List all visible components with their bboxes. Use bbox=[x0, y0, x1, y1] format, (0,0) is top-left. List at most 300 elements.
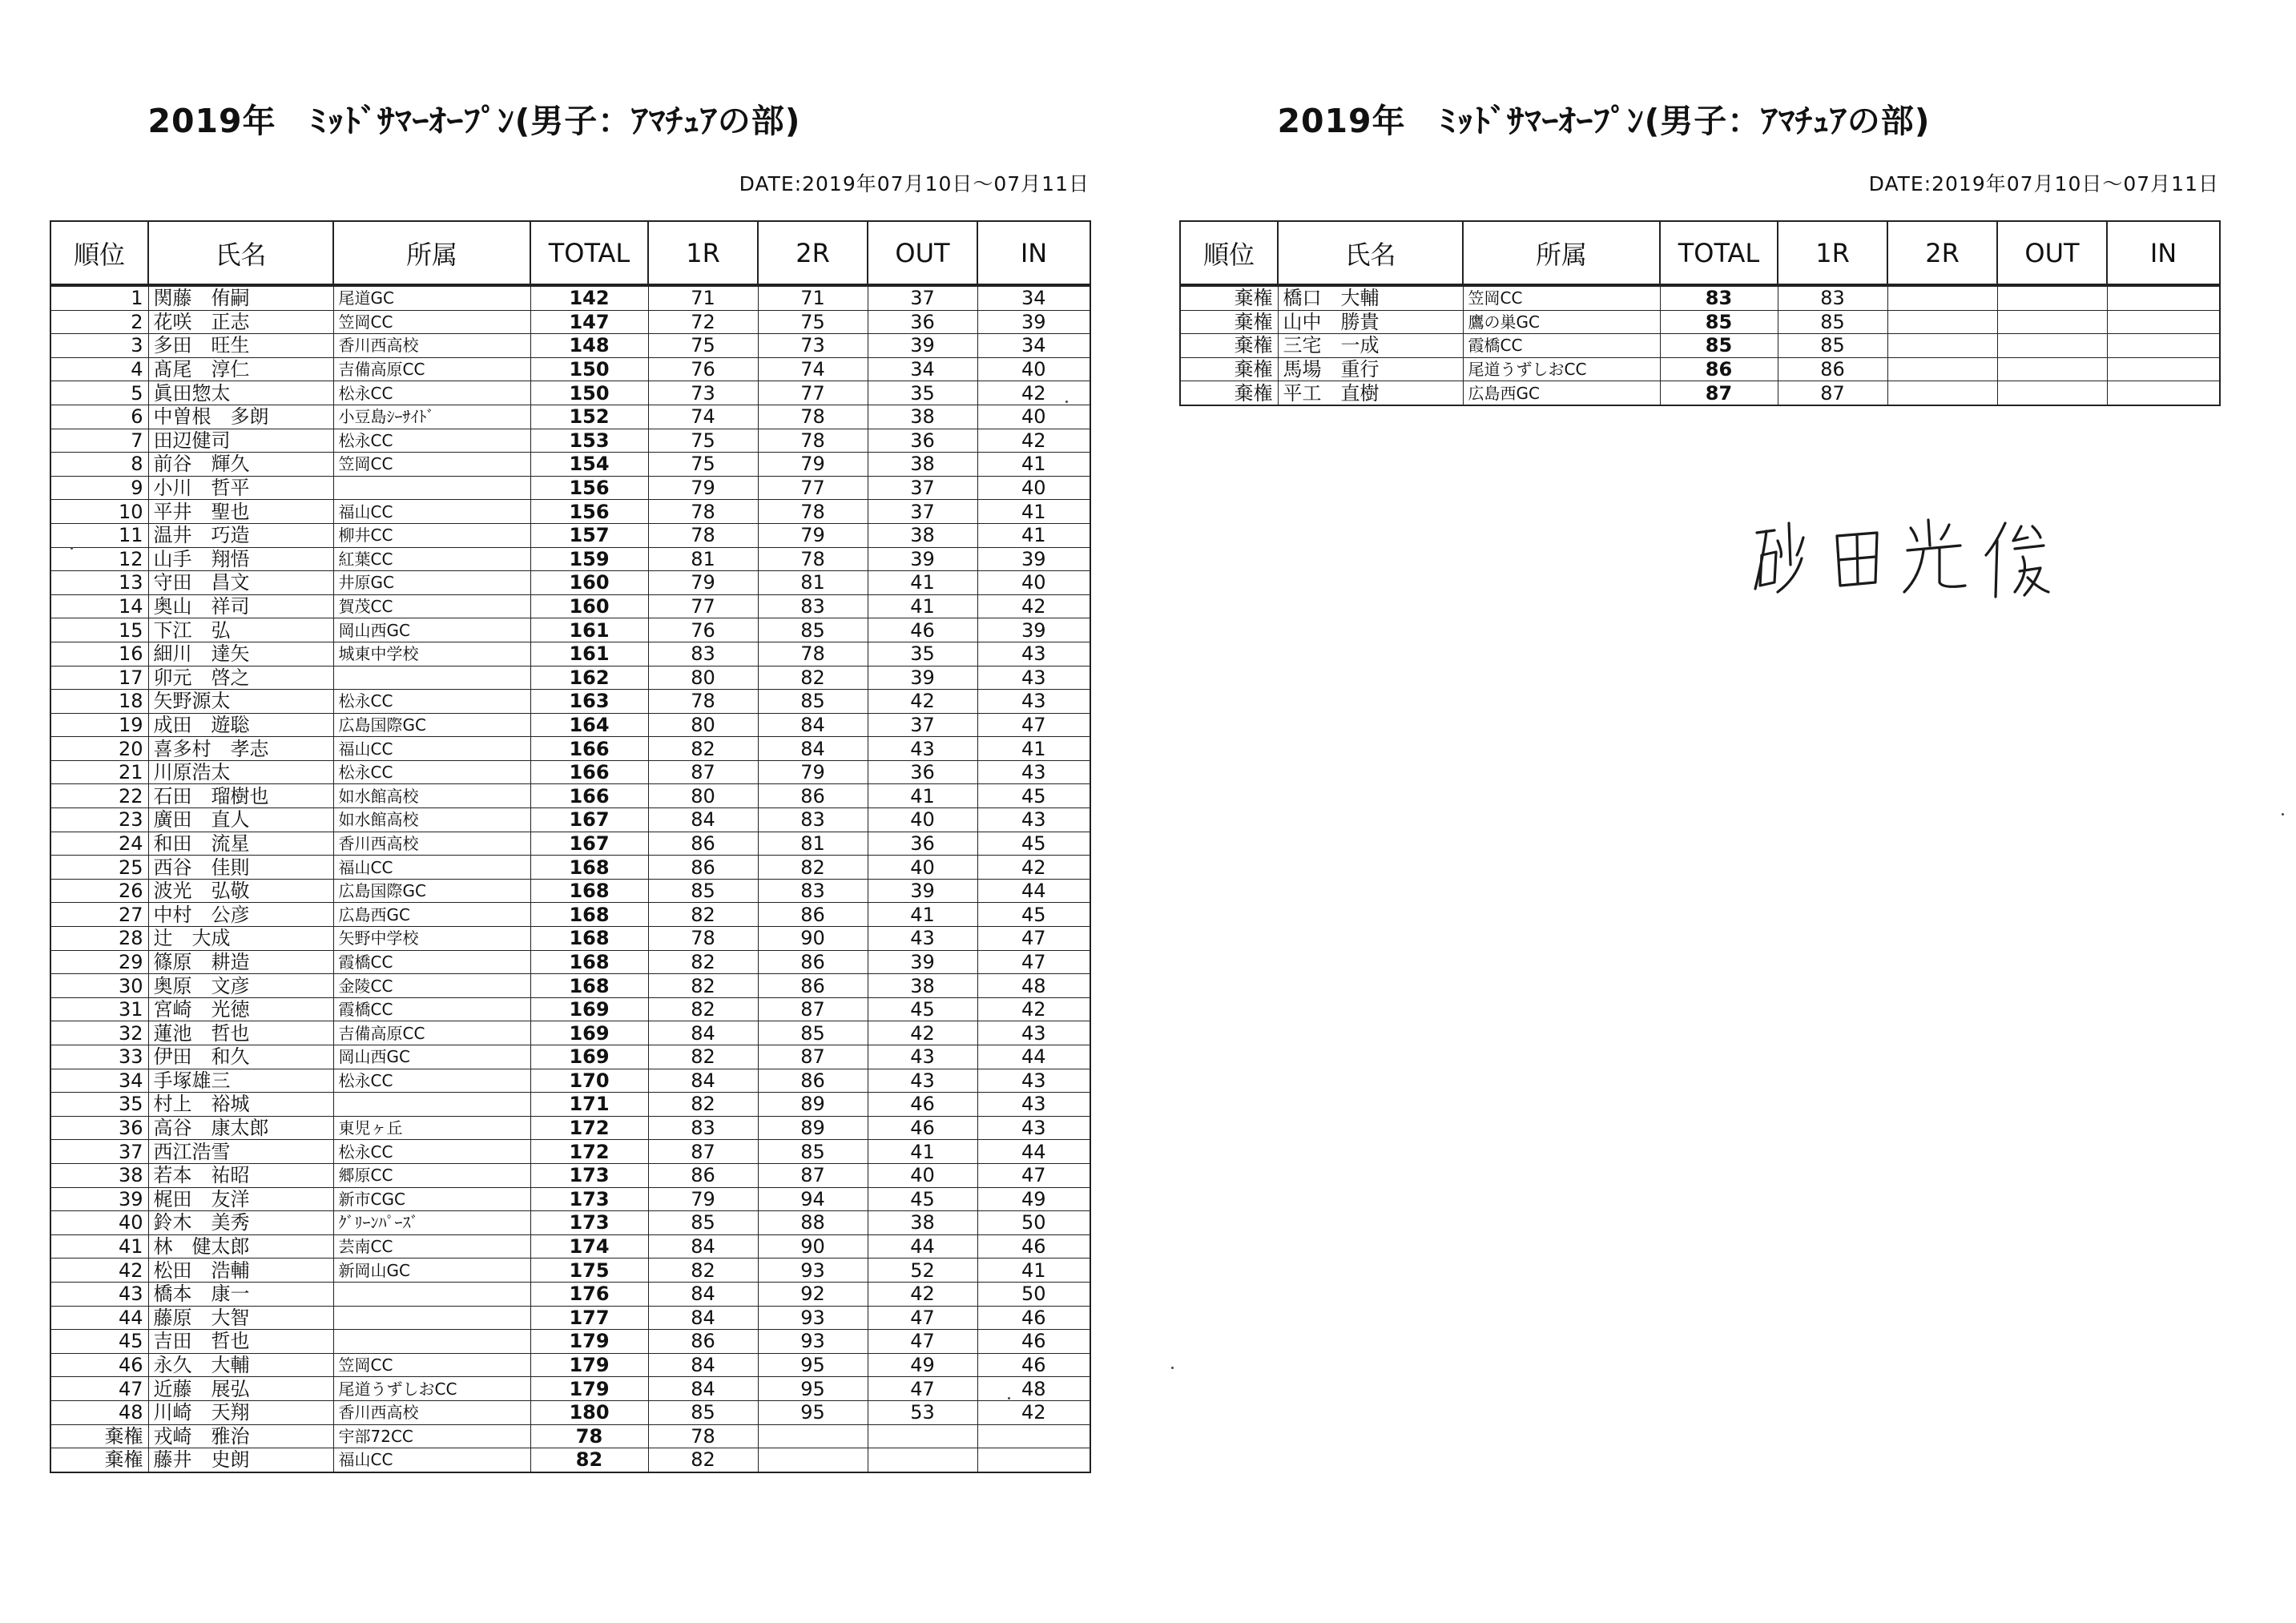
affiliation-cell: 広島西GC bbox=[333, 903, 530, 927]
affiliation-cell: 広島国際GC bbox=[333, 879, 530, 903]
column-header: 所属 bbox=[1463, 221, 1660, 285]
rank-cell: 21 bbox=[50, 760, 148, 784]
round1-cell: 78 bbox=[648, 1424, 758, 1448]
name-cell: 篠原 耕造 bbox=[148, 950, 333, 974]
round2-cell: 77 bbox=[758, 381, 868, 405]
table-row bbox=[50, 500, 1090, 524]
results-body bbox=[1180, 285, 2220, 405]
round1-cell: 87 bbox=[1778, 381, 1887, 405]
in-cell: 42 bbox=[977, 381, 1090, 405]
table-row bbox=[50, 808, 1090, 832]
out-cell: 47 bbox=[868, 1377, 977, 1401]
name-cell: 守田 昌文 bbox=[148, 571, 333, 595]
round2-cell bbox=[1887, 285, 1997, 310]
rank-cell: 26 bbox=[50, 879, 148, 903]
name-cell: 近藤 展弘 bbox=[148, 1377, 333, 1401]
name-cell: 松田 浩輔 bbox=[148, 1259, 333, 1283]
in-cell: 43 bbox=[977, 1021, 1090, 1045]
table-row bbox=[50, 1377, 1090, 1401]
in-cell: 47 bbox=[977, 713, 1090, 737]
round2-cell: 86 bbox=[758, 784, 868, 808]
round1-cell: 84 bbox=[648, 1377, 758, 1401]
table-row bbox=[50, 1021, 1090, 1045]
affiliation-cell: 東児ヶ丘 bbox=[333, 1116, 530, 1140]
round2-cell: 87 bbox=[758, 1045, 868, 1069]
total-cell: 168 bbox=[530, 974, 648, 998]
round2-cell: 93 bbox=[758, 1330, 868, 1354]
table-row bbox=[50, 1306, 1090, 1330]
table-row bbox=[50, 523, 1090, 547]
total-cell: 166 bbox=[530, 784, 648, 808]
rank-cell: 42 bbox=[50, 1259, 148, 1283]
name-cell: 波光 弘敬 bbox=[148, 879, 333, 903]
round2-cell: 93 bbox=[758, 1306, 868, 1330]
affiliation-cell: 福山CC bbox=[333, 500, 530, 524]
affiliation-cell: 松永CC bbox=[333, 1140, 530, 1164]
name-cell: 中村 公彦 bbox=[148, 903, 333, 927]
round1-cell: 82 bbox=[648, 950, 758, 974]
results-body bbox=[50, 285, 1090, 1472]
in-cell: 45 bbox=[977, 784, 1090, 808]
round1-cell: 75 bbox=[648, 429, 758, 453]
in-cell: 42 bbox=[977, 594, 1090, 618]
total-cell: 78 bbox=[530, 1424, 648, 1448]
total-cell: 160 bbox=[530, 594, 648, 618]
out-cell: 41 bbox=[868, 903, 977, 927]
table-row bbox=[50, 1400, 1090, 1424]
out-cell: 52 bbox=[868, 1259, 977, 1283]
out-cell bbox=[1997, 357, 2107, 381]
in-cell: 48 bbox=[977, 1377, 1090, 1401]
round1-cell: 84 bbox=[648, 1353, 758, 1377]
table-row bbox=[50, 879, 1090, 903]
out-cell: 38 bbox=[868, 405, 977, 429]
total-cell: 169 bbox=[530, 1045, 648, 1069]
total-cell: 166 bbox=[530, 737, 648, 761]
total-cell: 168 bbox=[530, 903, 648, 927]
round1-cell: 85 bbox=[1778, 334, 1887, 358]
table-row bbox=[1180, 334, 2220, 358]
affiliation-cell: 笠岡CC bbox=[333, 453, 530, 477]
round1-cell: 85 bbox=[648, 879, 758, 903]
column-header: 順位 bbox=[1180, 221, 1278, 285]
round2-cell: 87 bbox=[758, 997, 868, 1021]
out-cell: 40 bbox=[868, 856, 977, 880]
sheet-title: 2019年 ﾐｯﾄﾞｻﾏｰｵｰﾌﾟﾝ(男子：ｱﾏﾁｭｱの部) bbox=[1277, 102, 1931, 140]
table-row bbox=[50, 666, 1090, 690]
rank-cell: 35 bbox=[50, 1093, 148, 1117]
out-cell: 46 bbox=[868, 618, 977, 642]
table-row bbox=[50, 1234, 1090, 1259]
affiliation-cell: 井原GC bbox=[333, 571, 530, 595]
round1-cell: 86 bbox=[648, 856, 758, 880]
in-cell: 40 bbox=[977, 571, 1090, 595]
table-row bbox=[50, 642, 1090, 666]
affiliation-cell: 新市CGC bbox=[333, 1187, 530, 1211]
out-cell bbox=[1997, 381, 2107, 405]
rank-cell: 31 bbox=[50, 997, 148, 1021]
affiliation-cell: 如水館高校 bbox=[333, 784, 530, 808]
affiliation-cell: 小豆島ｼｰｻｲﾄﾞ bbox=[333, 405, 530, 429]
column-header: OUT bbox=[1997, 221, 2107, 285]
column-header: IN bbox=[977, 221, 1090, 285]
name-cell: 眞田惣太 bbox=[148, 381, 333, 405]
rank-cell: 棄権 bbox=[50, 1448, 148, 1472]
affiliation-cell: 福山CC bbox=[333, 737, 530, 761]
total-cell: 163 bbox=[530, 690, 648, 714]
round1-cell: 71 bbox=[648, 285, 758, 310]
in-cell: 41 bbox=[977, 453, 1090, 477]
table-row bbox=[50, 1330, 1090, 1354]
out-cell: 41 bbox=[868, 1140, 977, 1164]
round1-cell: 82 bbox=[648, 1259, 758, 1283]
out-cell: 38 bbox=[868, 1211, 977, 1235]
name-cell: 戎崎 雅治 bbox=[148, 1424, 333, 1448]
affiliation-cell: 広島国際GC bbox=[333, 713, 530, 737]
in-cell: 39 bbox=[977, 310, 1090, 334]
rank-cell: 8 bbox=[50, 453, 148, 477]
round2-cell bbox=[1887, 334, 1997, 358]
round1-cell: 86 bbox=[1778, 357, 1887, 381]
total-cell: 179 bbox=[530, 1330, 648, 1354]
out-cell: 42 bbox=[868, 1021, 977, 1045]
in-cell: 47 bbox=[977, 950, 1090, 974]
rank-cell: 44 bbox=[50, 1306, 148, 1330]
rank-cell: 48 bbox=[50, 1400, 148, 1424]
out-cell bbox=[1997, 285, 2107, 310]
total-cell: 168 bbox=[530, 856, 648, 880]
in-cell bbox=[2107, 285, 2220, 310]
round2-cell: 79 bbox=[758, 760, 868, 784]
table-row bbox=[50, 1259, 1090, 1283]
total-cell: 169 bbox=[530, 997, 648, 1021]
affiliation-cell: 吉備高原CC bbox=[333, 357, 530, 381]
table-row bbox=[50, 476, 1090, 500]
scan-speck bbox=[1065, 401, 1068, 403]
total-cell: 83 bbox=[1660, 285, 1778, 310]
affiliation-cell: 宇部72CC bbox=[333, 1424, 530, 1448]
rank-cell: 棄権 bbox=[50, 1424, 148, 1448]
round2-cell: 94 bbox=[758, 1187, 868, 1211]
out-cell: 47 bbox=[868, 1306, 977, 1330]
scan-speck bbox=[2282, 813, 2284, 816]
in-cell: 40 bbox=[977, 405, 1090, 429]
results-table bbox=[1179, 220, 2221, 406]
in-cell: 45 bbox=[977, 832, 1090, 856]
round1-cell: 86 bbox=[648, 1163, 758, 1187]
table-row bbox=[50, 453, 1090, 477]
in-cell: 46 bbox=[977, 1330, 1090, 1354]
total-cell: 161 bbox=[530, 642, 648, 666]
total-cell: 147 bbox=[530, 310, 648, 334]
rank-cell: 11 bbox=[50, 523, 148, 547]
round1-cell: 82 bbox=[648, 1093, 758, 1117]
total-cell: 157 bbox=[530, 523, 648, 547]
total-cell: 156 bbox=[530, 500, 648, 524]
total-cell: 154 bbox=[530, 453, 648, 477]
in-cell: 43 bbox=[977, 760, 1090, 784]
in-cell: 41 bbox=[977, 737, 1090, 761]
round1-cell: 85 bbox=[648, 1400, 758, 1424]
affiliation-cell: 吉備高原CC bbox=[333, 1021, 530, 1045]
header-row bbox=[1180, 221, 2220, 285]
round1-cell: 82 bbox=[648, 1448, 758, 1472]
name-cell: 矢野源太 bbox=[148, 690, 333, 714]
out-cell: 37 bbox=[868, 285, 977, 310]
table-row bbox=[50, 429, 1090, 453]
rank-cell: 9 bbox=[50, 476, 148, 500]
in-cell: 42 bbox=[977, 1400, 1090, 1424]
rank-cell: 23 bbox=[50, 808, 148, 832]
out-cell: 44 bbox=[868, 1234, 977, 1259]
round1-cell: 82 bbox=[648, 974, 758, 998]
round2-cell bbox=[758, 1448, 868, 1472]
round2-cell: 85 bbox=[758, 1021, 868, 1045]
affiliation-cell: 松永CC bbox=[333, 381, 530, 405]
round1-cell: 78 bbox=[648, 500, 758, 524]
name-cell: 西谷 佳則 bbox=[148, 856, 333, 880]
table-row bbox=[50, 927, 1090, 951]
total-cell: 173 bbox=[530, 1187, 648, 1211]
name-cell: 花咲 正志 bbox=[148, 310, 333, 334]
total-cell: 82 bbox=[530, 1448, 648, 1472]
in-cell: 40 bbox=[977, 476, 1090, 500]
out-cell: 37 bbox=[868, 713, 977, 737]
tournament-date: DATE:2019年07月10日～07月11日 bbox=[1868, 172, 2219, 195]
column-header: 氏名 bbox=[148, 221, 333, 285]
total-cell: 176 bbox=[530, 1282, 648, 1306]
total-cell: 172 bbox=[530, 1140, 648, 1164]
round2-cell: 78 bbox=[758, 429, 868, 453]
affiliation-cell: 岡山西GC bbox=[333, 618, 530, 642]
round2-cell: 90 bbox=[758, 927, 868, 951]
rank-cell: 47 bbox=[50, 1377, 148, 1401]
round1-cell: 82 bbox=[648, 997, 758, 1021]
table-row bbox=[50, 571, 1090, 595]
total-cell: 175 bbox=[530, 1259, 648, 1283]
out-cell: 49 bbox=[868, 1353, 977, 1377]
affiliation-cell: 香川西高校 bbox=[333, 334, 530, 358]
round2-cell: 77 bbox=[758, 476, 868, 500]
round1-cell: 75 bbox=[648, 334, 758, 358]
table-row bbox=[50, 357, 1090, 381]
round1-cell: 82 bbox=[648, 903, 758, 927]
in-cell bbox=[977, 1448, 1090, 1472]
name-cell: 卯元 啓之 bbox=[148, 666, 333, 690]
total-cell: 161 bbox=[530, 618, 648, 642]
total-cell: 179 bbox=[530, 1353, 648, 1377]
table-row bbox=[50, 1353, 1090, 1377]
round1-cell: 75 bbox=[648, 453, 758, 477]
in-cell: 47 bbox=[977, 1163, 1090, 1187]
affiliation-cell bbox=[333, 666, 530, 690]
rank-cell: 19 bbox=[50, 713, 148, 737]
affiliation-cell: 尾道うずしおCC bbox=[1463, 357, 1660, 381]
affiliation-cell: 霞橋CC bbox=[333, 950, 530, 974]
in-cell: 46 bbox=[977, 1353, 1090, 1377]
total-cell: 150 bbox=[530, 381, 648, 405]
affiliation-cell: 香川西高校 bbox=[333, 832, 530, 856]
table-row bbox=[50, 1045, 1090, 1069]
out-cell: 40 bbox=[868, 1163, 977, 1187]
table-row bbox=[50, 334, 1090, 358]
table-row bbox=[50, 784, 1090, 808]
rank-cell: 20 bbox=[50, 737, 148, 761]
in-cell: 43 bbox=[977, 1116, 1090, 1140]
total-cell: 85 bbox=[1660, 310, 1778, 334]
out-cell: 43 bbox=[868, 1069, 977, 1093]
round2-cell: 79 bbox=[758, 453, 868, 477]
affiliation-cell: 鷹の巣GC bbox=[1463, 310, 1660, 334]
table-row bbox=[50, 832, 1090, 856]
name-cell: 髙尾 淳仁 bbox=[148, 357, 333, 381]
table-row bbox=[50, 1187, 1090, 1211]
rank-cell: 39 bbox=[50, 1187, 148, 1211]
table-row bbox=[50, 1163, 1090, 1187]
total-cell: 174 bbox=[530, 1234, 648, 1259]
affiliation-cell: ｸﾞﾘｰﾝﾊﾟｰｽﾞ bbox=[333, 1211, 530, 1235]
in-cell: 41 bbox=[977, 500, 1090, 524]
in-cell: 44 bbox=[977, 1140, 1090, 1164]
round1-cell: 80 bbox=[648, 666, 758, 690]
total-cell: 168 bbox=[530, 950, 648, 974]
table-row bbox=[50, 1448, 1090, 1472]
name-cell: 平工 直樹 bbox=[1278, 381, 1463, 405]
total-cell: 169 bbox=[530, 1021, 648, 1045]
in-cell: 44 bbox=[977, 1045, 1090, 1069]
total-cell: 173 bbox=[530, 1211, 648, 1235]
affiliation-cell bbox=[333, 1093, 530, 1117]
table-row bbox=[50, 547, 1090, 571]
round1-cell: 77 bbox=[648, 594, 758, 618]
total-cell: 152 bbox=[530, 405, 648, 429]
rank-cell: 棄権 bbox=[1180, 334, 1278, 358]
name-cell: 高谷 康太郎 bbox=[148, 1116, 333, 1140]
name-cell: 藤井 史朗 bbox=[148, 1448, 333, 1472]
total-cell: 166 bbox=[530, 760, 648, 784]
tournament-date: DATE:2019年07月10日～07月11日 bbox=[739, 172, 1090, 195]
total-cell: 148 bbox=[530, 334, 648, 358]
rank-cell: 12 bbox=[50, 547, 148, 571]
rank-cell: 41 bbox=[50, 1234, 148, 1259]
affiliation-cell bbox=[333, 1306, 530, 1330]
out-cell bbox=[1997, 310, 2107, 334]
handwritten-signature bbox=[1750, 509, 2103, 605]
out-cell: 40 bbox=[868, 808, 977, 832]
affiliation-cell: 松永CC bbox=[333, 429, 530, 453]
name-cell: 関藤 侑嗣 bbox=[148, 285, 333, 310]
round2-cell: 74 bbox=[758, 357, 868, 381]
table-row bbox=[1180, 285, 2220, 310]
total-cell: 164 bbox=[530, 713, 648, 737]
affiliation-cell: 芸南CC bbox=[333, 1234, 530, 1259]
out-cell: 36 bbox=[868, 429, 977, 453]
in-cell: 45 bbox=[977, 903, 1090, 927]
out-cell: 46 bbox=[868, 1093, 977, 1117]
rank-cell: 17 bbox=[50, 666, 148, 690]
in-cell: 41 bbox=[977, 523, 1090, 547]
in-cell: 50 bbox=[977, 1282, 1090, 1306]
total-cell: 153 bbox=[530, 429, 648, 453]
column-header: 1R bbox=[648, 221, 758, 285]
rank-cell: 18 bbox=[50, 690, 148, 714]
name-cell: 廣田 直人 bbox=[148, 808, 333, 832]
out-cell: 38 bbox=[868, 453, 977, 477]
table-row bbox=[50, 737, 1090, 761]
rank-cell: 25 bbox=[50, 856, 148, 880]
round1-cell: 83 bbox=[648, 642, 758, 666]
in-cell bbox=[977, 1424, 1090, 1448]
results-table bbox=[50, 220, 1091, 1473]
round2-cell: 73 bbox=[758, 334, 868, 358]
round1-cell: 78 bbox=[648, 927, 758, 951]
out-cell: 36 bbox=[868, 310, 977, 334]
out-cell: 38 bbox=[868, 523, 977, 547]
in-cell: 34 bbox=[977, 285, 1090, 310]
rank-cell: 45 bbox=[50, 1330, 148, 1354]
name-cell: 小川 哲平 bbox=[148, 476, 333, 500]
round2-cell: 85 bbox=[758, 1140, 868, 1164]
total-cell: 87 bbox=[1660, 381, 1778, 405]
total-cell: 179 bbox=[530, 1377, 648, 1401]
round1-cell: 80 bbox=[648, 713, 758, 737]
in-cell bbox=[2107, 310, 2220, 334]
rank-cell: 36 bbox=[50, 1116, 148, 1140]
table-row bbox=[50, 310, 1090, 334]
name-cell: 村上 裕城 bbox=[148, 1093, 333, 1117]
in-cell: 50 bbox=[977, 1211, 1090, 1235]
out-cell: 36 bbox=[868, 832, 977, 856]
total-cell: 168 bbox=[530, 927, 648, 951]
round1-cell: 80 bbox=[648, 784, 758, 808]
column-header: OUT bbox=[868, 221, 977, 285]
name-cell: 中曽根 多朗 bbox=[148, 405, 333, 429]
out-cell: 41 bbox=[868, 594, 977, 618]
column-header: 所属 bbox=[333, 221, 530, 285]
column-header: 氏名 bbox=[1278, 221, 1463, 285]
out-cell: 39 bbox=[868, 879, 977, 903]
name-cell: 奥山 祥司 bbox=[148, 594, 333, 618]
round2-cell: 78 bbox=[758, 405, 868, 429]
out-cell: 37 bbox=[868, 476, 977, 500]
name-cell: 多田 旺生 bbox=[148, 334, 333, 358]
in-cell: 43 bbox=[977, 1069, 1090, 1093]
total-cell: 150 bbox=[530, 357, 648, 381]
name-cell: 藤原 大智 bbox=[148, 1306, 333, 1330]
out-cell: 45 bbox=[868, 997, 977, 1021]
round1-cell: 84 bbox=[648, 1282, 758, 1306]
out-cell: 43 bbox=[868, 1045, 977, 1069]
total-cell: 159 bbox=[530, 547, 648, 571]
rank-cell: 33 bbox=[50, 1045, 148, 1069]
out-cell bbox=[868, 1424, 977, 1448]
round2-cell bbox=[1887, 381, 1997, 405]
column-header: IN bbox=[2107, 221, 2220, 285]
round1-cell: 86 bbox=[648, 832, 758, 856]
affiliation-cell: 霞橋CC bbox=[1463, 334, 1660, 358]
round2-cell: 88 bbox=[758, 1211, 868, 1235]
affiliation-cell: 城東中学校 bbox=[333, 642, 530, 666]
rank-cell: 34 bbox=[50, 1069, 148, 1093]
round1-cell: 79 bbox=[648, 1187, 758, 1211]
name-cell: 細川 達矢 bbox=[148, 642, 333, 666]
in-cell bbox=[2107, 381, 2220, 405]
out-cell: 38 bbox=[868, 974, 977, 998]
round1-cell: 83 bbox=[1778, 285, 1887, 310]
round2-cell: 93 bbox=[758, 1259, 868, 1283]
rank-cell: 棄権 bbox=[1180, 381, 1278, 405]
table-row bbox=[50, 594, 1090, 618]
